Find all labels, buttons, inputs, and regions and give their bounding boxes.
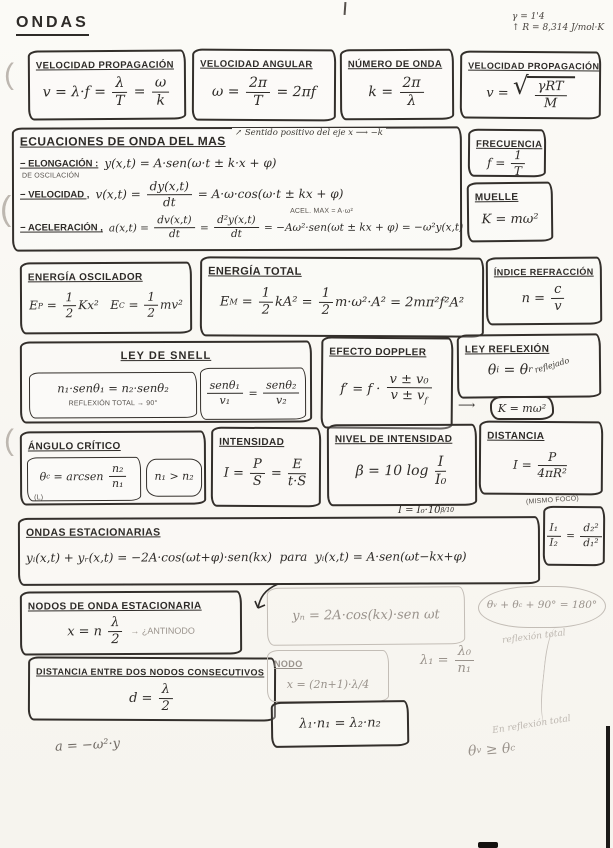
box-title: NODO	[274, 659, 303, 669]
pencil-box-standing-wave-eq	[267, 586, 465, 646]
box-title: LEY DE SNELL	[120, 349, 212, 363]
box-distancia-nodos	[28, 656, 276, 721]
box-title: EFECTO DOPPLER	[329, 346, 427, 359]
reflexion-total-note: REFLEXIÓN TOTAL → 90°	[68, 400, 158, 408]
box-title: DISTANCIA ENTRE DOS NODOS CONSECUTIVOS	[36, 666, 265, 678]
box-ley-de-snell	[20, 340, 312, 423]
box-title: VELOCIDAD ANGULAR	[200, 58, 313, 71]
box-energia-total	[200, 256, 484, 337]
box-intensity-distance-ratio	[543, 506, 606, 567]
box-title: VELOCIDAD PROPAGACIÓN	[35, 59, 174, 72]
formula: d = $\frac{\lambda}{2}$	[36, 679, 268, 716]
aceleracion-label: − ACELERACIÓN ,	[20, 222, 103, 234]
formula: x = n $\frac{\lambda}{2}$	[67, 614, 124, 648]
limite-note: (L)	[34, 494, 44, 502]
acceleration-pencil-note: a = −ω²·y	[54, 736, 121, 755]
en-reflexion-total-note: En reflexión total	[491, 713, 572, 737]
pencil-stroke: (	[0, 190, 12, 228]
formula: yₙ = 2A·cos(kx)·sen ωt	[292, 606, 440, 624]
formula: $\frac{\text{I₁}}{\text{I₂}}$ = $\frac{\text{d₂²}}{\text{d₁²}}$	[551, 511, 597, 561]
formula: K = mω²	[497, 401, 547, 415]
velocidad-label: − VELOCIDAD ,	[19, 188, 90, 201]
antinodo-note: → ¿ANTINODO	[130, 625, 195, 637]
formula: I = $\frac{P}{S}$ = $\frac{E}{t\cdot S}$	[223, 456, 307, 489]
box-numero-de-onda	[340, 49, 454, 121]
bubble-muelle-k	[490, 396, 554, 420]
formula: E P = $\frac{1}{2}$ Kx² E C = $\frac{1}{2}$ mv²	[29, 289, 183, 320]
box-title: ÍNDICE REFRACCIÓN	[493, 266, 594, 278]
snell-ratio-box	[200, 368, 306, 420]
box-ley-reflexion	[457, 333, 602, 398]
page-title: ONDAS	[16, 14, 89, 36]
arrow-to-muelle: ⟶	[458, 398, 476, 412]
lambda-medium-note: λ₁ = $\frac{\text{λ₀}}{\text{n₁}}$	[420, 645, 476, 675]
scan-artifact-mark	[478, 842, 498, 848]
box-distancia	[479, 421, 604, 496]
box-title: ENERGÍA OSCILADOR	[27, 271, 143, 284]
pen-stroke	[344, 2, 347, 15]
box-title: ENERGÍA TOTAL	[208, 265, 302, 278]
formula: v = λ·f = $\frac{\lambda}{T}$ = $\frac{\omega}{k}$	[36, 73, 178, 112]
mismo-foco-note: (MISMO FOCO)	[525, 495, 580, 506]
axis-direction-annotation: ↗ Sentido positivo del eje x ⟶ −k	[232, 128, 386, 138]
condition-bubble	[146, 459, 202, 497]
box-angulo-critico	[20, 431, 206, 506]
box-title: NÚMERO DE ONDA	[347, 58, 443, 71]
gas-constant-value: ↑ R = 8,314 J/mol·K	[512, 23, 605, 34]
box-title: DISTANCIA	[487, 430, 545, 443]
pencil-bubble-angles	[478, 586, 606, 628]
gamma-value: γ = 1'4	[512, 12, 545, 22]
formula: θ i = θ r	[487, 362, 533, 379]
box-efecto-doppler	[321, 336, 454, 429]
box-lambda-relation	[271, 700, 410, 748]
box-velocidad-angular	[192, 49, 336, 122]
formula: k = $\frac{2\pi}{\lambda}$	[348, 72, 446, 113]
formula: $\frac{\text{senθ₁}}{\text{v₁}}$ = $\frac{\text{senθ₂}}{\text{v₂}}$	[207, 372, 299, 414]
box-title: FRECUENCIA	[476, 138, 543, 151]
formula: f′ = f · $\frac{\text{v ± v₀}}{v \pm v_f}$	[329, 359, 446, 418]
formula: K = mω²	[481, 211, 539, 227]
pencil-box-nodo	[267, 650, 389, 702]
formula: yᵢ(x,t) + yᵣ(x,t) = −2A·cos(ωt+φ)·sen(kx) para yᵢ(x,t) = A·sen(ωt−kx+φ)	[25, 549, 467, 565]
box-ondas-estacionarias	[18, 516, 540, 586]
box-title: ONDAS ESTACIONARIAS	[25, 526, 161, 539]
box-title: MUELLE	[474, 191, 519, 204]
oscilacion-note: DE OSCILACIÓN	[21, 172, 80, 180]
box-title: VELOCIDAD PROPAGACIÓN	[468, 60, 600, 72]
formula: x = (2n+1)·λ/4	[286, 677, 370, 691]
box-indice-refraccion	[486, 257, 602, 326]
pencil-stroke: (	[4, 424, 14, 457]
formula: ω = $\frac{2\pi}{T}$ = 2πf	[211, 74, 317, 109]
formula: θ v + θ c + 90° = 180°	[486, 599, 598, 611]
box-title: LEY REFLEXIÓN	[464, 343, 550, 356]
formula: n = $\frac{c}{v}$	[494, 280, 594, 317]
formula: I = $\frac{P}{\text{4πR²}}$	[512, 449, 567, 480]
acel-max-note: ACEL. MAX = A·ω²	[290, 207, 354, 216]
box-energia-oscilador	[20, 262, 192, 335]
box-ecuaciones-mas	[12, 126, 462, 251]
box-title: NODOS DE ONDA ESTACIONARIA	[27, 600, 202, 613]
elongacion-label: − ELONGACIÓN :	[19, 157, 99, 170]
box-nodos-onda-estacionaria	[20, 590, 242, 655]
formula: λ₁·n₁ = λ₂·n₂	[299, 714, 381, 732]
theta-condition-note: θ v ≥ θ c	[467, 740, 516, 760]
box-nivel-intensidad	[327, 424, 477, 507]
box-velocidad-propagacion	[28, 49, 186, 120]
formula: n₁ > n₂	[154, 469, 194, 483]
reflexion-total-pencil-note: reflexión total	[501, 628, 567, 646]
constants-note	[512, 12, 604, 35]
formula: n₁·senθ₁ = n₂·senθ₂	[57, 380, 169, 396]
formula: v = √ $\frac{\text{γRT}}{M}$	[468, 74, 593, 113]
box-title: NIVEL DE INTENSIDAD	[334, 433, 453, 446]
box-title: ÁNGULO CRÍTICO	[27, 440, 121, 453]
formula-elongacion: y(x,t) = A·sen(ω·t ± k·x + φ)	[104, 155, 277, 171]
formula-aceleracion: a(x,t) = $\frac{dv(x,t)}{dt}$ = $\frac{\text{d²y(x,t)}}{dt}$ = −Aω²·sen(ωt ± kx + φ) = −ω²y(x,t)	[108, 214, 464, 241]
formula: E M = $\frac{1}{2}$ kA² = $\frac{1}{2}$ m·ω²·A² = 2mπ²f²A²	[219, 285, 465, 318]
box-frecuencia	[468, 129, 546, 178]
box-title: INTENSIDAD	[219, 436, 285, 449]
box-muelle	[467, 182, 554, 243]
formula: θ c = arcsen $\frac{\text{n₂}}{\text{n₁}}$	[34, 461, 134, 492]
angulo-critico-formula-box	[27, 457, 141, 502]
scan-artifact-vertical-line	[606, 726, 610, 848]
pencil-stroke	[538, 627, 563, 724]
box-intensidad	[211, 427, 321, 508]
formula: f = $\frac{1}{T}$	[476, 152, 538, 175]
box-velocidad-propagacion-gas	[460, 51, 601, 120]
reflejado-note: reflejado	[533, 355, 571, 375]
snell-formula-box	[29, 372, 197, 419]
formula: β = 10 log $\frac{I}{\text{I₀}}$	[355, 453, 447, 488]
formula-velocidad: v(x,t) = $\frac{dy(x,t)}{dt}$ = A·ω·cos(ω·t ± kx + φ)	[95, 179, 344, 209]
intensity-from-level-note: I = I₀·10 β/10	[398, 505, 455, 516]
box-title: ECUACIONES DE ONDA DEL MAS	[19, 134, 226, 149]
pencil-stroke: (	[4, 58, 14, 91]
